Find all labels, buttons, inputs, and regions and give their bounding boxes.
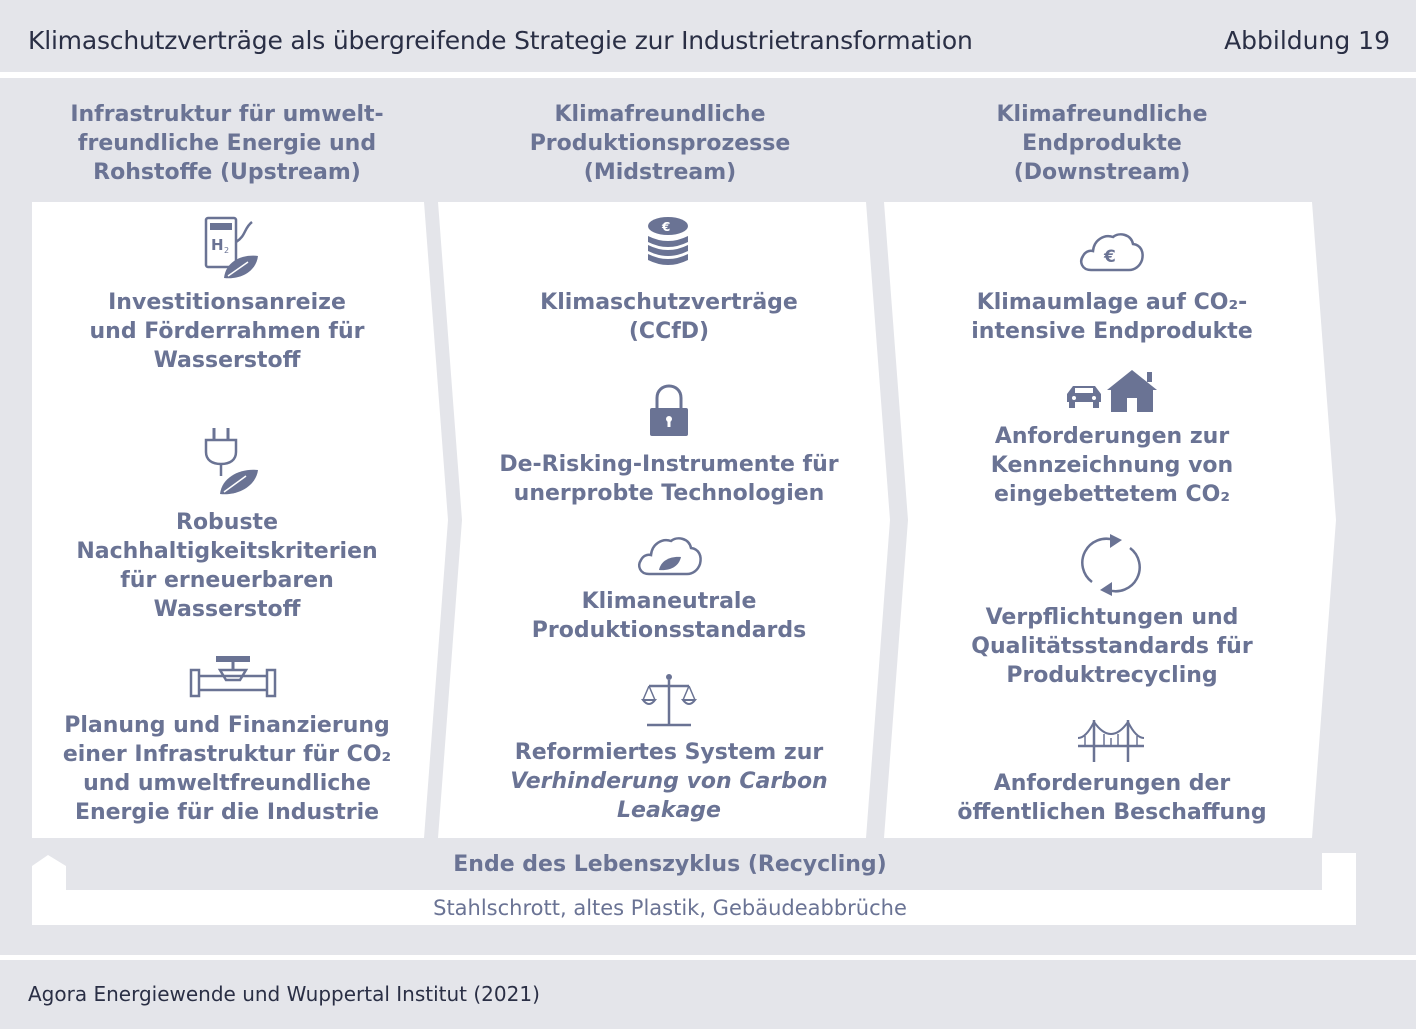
item-carbon-leakage: Reformiertes System zur Verhinderung von Carbon Leakage bbox=[510, 740, 828, 823]
item-sustainability-criteria: Robuste Nachhaltigkeitskriterien für erneuerbaren Wasserstoff bbox=[76, 510, 378, 622]
item-public-procurement: Anforderungen der öffentlichen Beschaffung bbox=[957, 771, 1267, 825]
item-hydrogen-incentives: Investitionsanreize und Förderrahmen für Wasserstoff bbox=[89, 290, 365, 373]
padlock-icon bbox=[648, 384, 690, 438]
pipeline-valve-icon bbox=[188, 654, 278, 700]
column-heading-downstream: Klimafreundliche Endprodukte (Downstream) bbox=[996, 102, 1208, 185]
item-infrastructure-planning: Planung und Finanzierung einer Infrastruktur für CO₂ und umweltfreundliche Energie für die Industrie bbox=[62, 713, 392, 825]
item-climate-levy: Klimaumlage auf CO₂- intensive Endprodukte bbox=[971, 290, 1253, 344]
recycling-subtitle: Stahlschrott, altes Plastik, Gebäudeabbrüche bbox=[433, 896, 907, 920]
item-carbon-contracts: Klimaschutzverträge (CCfD) bbox=[540, 290, 798, 344]
cloud-leaf-icon bbox=[635, 532, 703, 578]
item-recycling-standards: Verpflichtungen und Qualitätsstandards für Produktrecycling bbox=[971, 605, 1253, 688]
item-production-standards: Klimaneutrale Produktionsstandards bbox=[531, 589, 807, 643]
recycling-title: Ende des Lebenszyklus (Recycling) bbox=[453, 852, 887, 877]
figure-title: Klimaschutzverträge als übergreifende Strategie zur Industrietransformation bbox=[28, 26, 973, 55]
column-heading-midstream: Klimafreundliche Produktionsprozesse (Midstream) bbox=[529, 102, 791, 185]
balance-scale-icon bbox=[641, 672, 697, 728]
column-heading-upstream: Infrastruktur für umwelt- freundliche Energie und Rohstoffe (Upstream) bbox=[70, 102, 384, 185]
plug-leaf-icon bbox=[200, 424, 262, 496]
svg-text:H: H bbox=[211, 236, 224, 254]
footer-divider bbox=[0, 955, 1416, 960]
figure-number: Abbildung 19 bbox=[1224, 26, 1390, 55]
bridge-icon bbox=[1076, 716, 1146, 764]
svg-text:€: € bbox=[662, 220, 671, 234]
svg-text:2: 2 bbox=[224, 246, 230, 255]
item-de-risking: De-Risking-Instrumente für unerprobte Technologien bbox=[499, 452, 839, 506]
cloud-euro-icon bbox=[1077, 228, 1145, 274]
car-house-icon bbox=[1063, 368, 1159, 414]
hydrogen-station-leaf-icon bbox=[200, 214, 262, 282]
euro-coin-stack-icon bbox=[644, 214, 692, 272]
recycle-arrows-icon bbox=[1080, 532, 1142, 598]
source-note: Agora Energiewende und Wuppertal Institut (2021) bbox=[28, 982, 540, 1006]
svg-text:€: € bbox=[1104, 247, 1116, 267]
item-embedded-co2-labeling: Anforderungen zur Kennzeichnung von eingebettetem CO₂ bbox=[990, 424, 1234, 507]
